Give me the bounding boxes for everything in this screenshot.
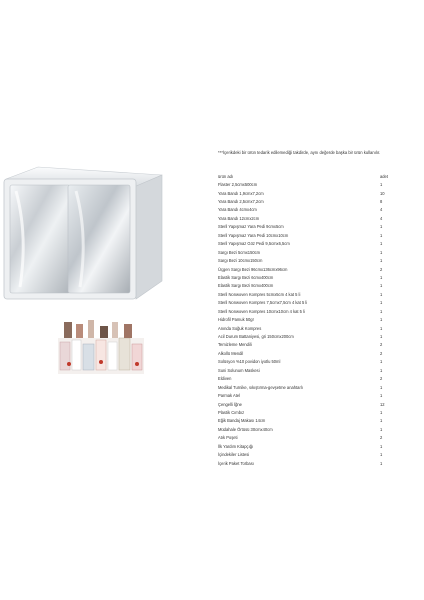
- item-qty: 1: [380, 409, 383, 415]
- table-row: [218, 450, 392, 458]
- item-name: İlk Yardım Kitapçığı: [218, 443, 254, 449]
- table-row: [218, 197, 392, 205]
- item-name: Yara Bandı 12cmx2cm: [218, 215, 260, 221]
- item-name: İçindekiler Listesi: [218, 452, 250, 458]
- item-qty: 1: [380, 308, 383, 314]
- item-qty: 12: [380, 401, 385, 407]
- table-row: [218, 273, 392, 281]
- table-row: [218, 332, 392, 340]
- item-name: Steril Yapışmaz Yara Pedi 9cmx5cm: [218, 224, 284, 230]
- item-name: Elastik Sargı Bezi 6cmx400cm: [218, 274, 274, 280]
- header-name: ürün adı: [218, 173, 234, 179]
- item-qty: 1: [380, 283, 383, 289]
- item-name: Atık Poşeti: [218, 435, 238, 441]
- item-qty: 1: [380, 241, 383, 247]
- kit-contents-image: [58, 318, 144, 376]
- table-row: [218, 425, 392, 433]
- item-qty: 1: [380, 384, 383, 390]
- table-row: [218, 417, 392, 425]
- cabinet-image: [2, 165, 163, 303]
- table-row: [218, 223, 392, 231]
- item-qty: 1: [380, 359, 383, 365]
- table-row: [218, 383, 392, 391]
- item-qty: 1: [380, 418, 383, 424]
- item-qty: 1: [380, 367, 383, 373]
- table-row: [218, 307, 392, 315]
- item-qty: 1: [380, 258, 383, 264]
- table-row: [218, 375, 392, 383]
- table-row: [218, 442, 392, 450]
- table-row: [218, 358, 392, 366]
- item-name: Çengelli İğne: [218, 401, 242, 407]
- item-name: Parmak Atel: [218, 393, 241, 399]
- item-name: Sargı Bezi 5cmx150cm: [218, 249, 261, 255]
- item-name: Hidrofil Pamuk 50gr: [218, 317, 254, 323]
- table-row: [218, 206, 392, 214]
- item-name: Suni Solunum Maskesi: [218, 367, 260, 373]
- item-name: Elastik Sargı Bezi 8cmx400cm: [218, 283, 274, 289]
- item-name: Acil Durum Battaniyesi, gri 150cmx200cm: [218, 334, 294, 340]
- table-row: [218, 214, 392, 222]
- item-qty: 8: [380, 199, 383, 205]
- header-qty: adet: [380, 173, 388, 179]
- item-name: İçerik Paket Torbası: [218, 460, 254, 466]
- table-row: [218, 290, 392, 298]
- table-row: [218, 240, 392, 248]
- item-name: Temizleme Mendili: [218, 342, 252, 348]
- item-name: Eğik Bandaj Makası 14cm: [218, 418, 266, 424]
- item-name: Flaster 2,5cmx500cm: [218, 182, 258, 188]
- table-row: [218, 256, 392, 264]
- table-row: [218, 180, 392, 188]
- table-row: [218, 299, 392, 307]
- item-name: Eldiven: [218, 376, 232, 382]
- item-qty: 1: [380, 460, 383, 466]
- item-qty: 4: [380, 207, 383, 213]
- item-qty: 1: [380, 452, 383, 458]
- item-name: Anında Soğuk Kompres: [218, 325, 262, 331]
- item-name: Sargı Bezi 10cmx150cm: [218, 258, 263, 264]
- item-name: Müdahale Örtüsü 30cmx40cm: [218, 426, 273, 432]
- item-qty: 1: [380, 334, 383, 340]
- item-name: Üçgen Sargı Bezi 96cmx136cmx96cm: [218, 266, 288, 272]
- item-qty: 2: [380, 266, 383, 272]
- item-name: Steril Nonwoven Kompres 7,5cmx7,5cm 4 kat 5 li: [218, 300, 308, 306]
- table-row: [218, 391, 392, 399]
- table-row: [218, 408, 392, 416]
- item-qty: 1: [380, 426, 383, 432]
- table-row: [218, 366, 392, 374]
- item-name: Yara Bandı 1,9cmx7,2cm: [218, 190, 264, 196]
- table-row: [218, 324, 392, 332]
- table-row: [218, 459, 392, 467]
- table-header: [218, 172, 392, 180]
- table-row: [218, 400, 392, 408]
- substitution-notice: ***İçerikdeki bir ürün tedarik edilemediği takdirde, aynı değerde başka bir ürün kullanılır.: [218, 150, 381, 155]
- table-row: [218, 315, 392, 323]
- item-qty: 2: [380, 350, 383, 356]
- table-row: [218, 189, 392, 197]
- item-qty: 1: [380, 443, 383, 449]
- table-row: [218, 434, 392, 442]
- table-row: [218, 231, 392, 239]
- table-row: [218, 265, 392, 273]
- item-qty: 1: [380, 291, 383, 297]
- table-body: [218, 180, 392, 467]
- item-name: Steril Yapışmaz Göz Pedi 9,5cmx6,5cm: [218, 241, 290, 247]
- item-name: Steril Yapışmaz Yara Pedi 10cmx10cm: [218, 232, 289, 238]
- item-qty: 2: [380, 435, 383, 441]
- item-qty: 1: [380, 249, 383, 255]
- item-qty: 10: [380, 190, 385, 196]
- item-qty: 1: [380, 325, 383, 331]
- item-qty: 1: [380, 274, 383, 280]
- item-name: Plastik Cımbız: [218, 409, 245, 415]
- table-row: [218, 341, 392, 349]
- item-qty: 4: [380, 215, 383, 221]
- item-qty: 1: [380, 182, 383, 188]
- table-row: [218, 282, 392, 290]
- contents-table: [218, 172, 392, 467]
- item-qty: 1: [380, 232, 383, 238]
- item-qty: 2: [380, 376, 383, 382]
- item-qty: 1: [380, 317, 383, 323]
- item-name: Solüsyon %10 povidon iyotlu 50ml: [218, 359, 281, 365]
- item-qty: 1: [380, 224, 383, 230]
- item-name: Alkollü Mendil: [218, 350, 244, 356]
- item-qty: 1: [380, 300, 383, 306]
- item-name: Yara Bandı 2,5cmx7,2cm: [218, 199, 264, 205]
- item-qty: 1: [380, 393, 383, 399]
- item-name: Medikal Turnike, sıkıştırma-gevşetme anahtarlı: [218, 384, 303, 390]
- table-row: [218, 248, 392, 256]
- table-row: [218, 349, 392, 357]
- item-name: Steril Nonwoven Kompres 10cmx10cm 4 kat 5 li: [218, 308, 305, 314]
- item-qty: 2: [380, 342, 383, 348]
- item-name: Yara Bandı 4cmx4cm: [218, 207, 257, 213]
- item-name: Steril Nonwoven Kompres 5cmx5cm 4 kat 5 li: [218, 291, 301, 297]
